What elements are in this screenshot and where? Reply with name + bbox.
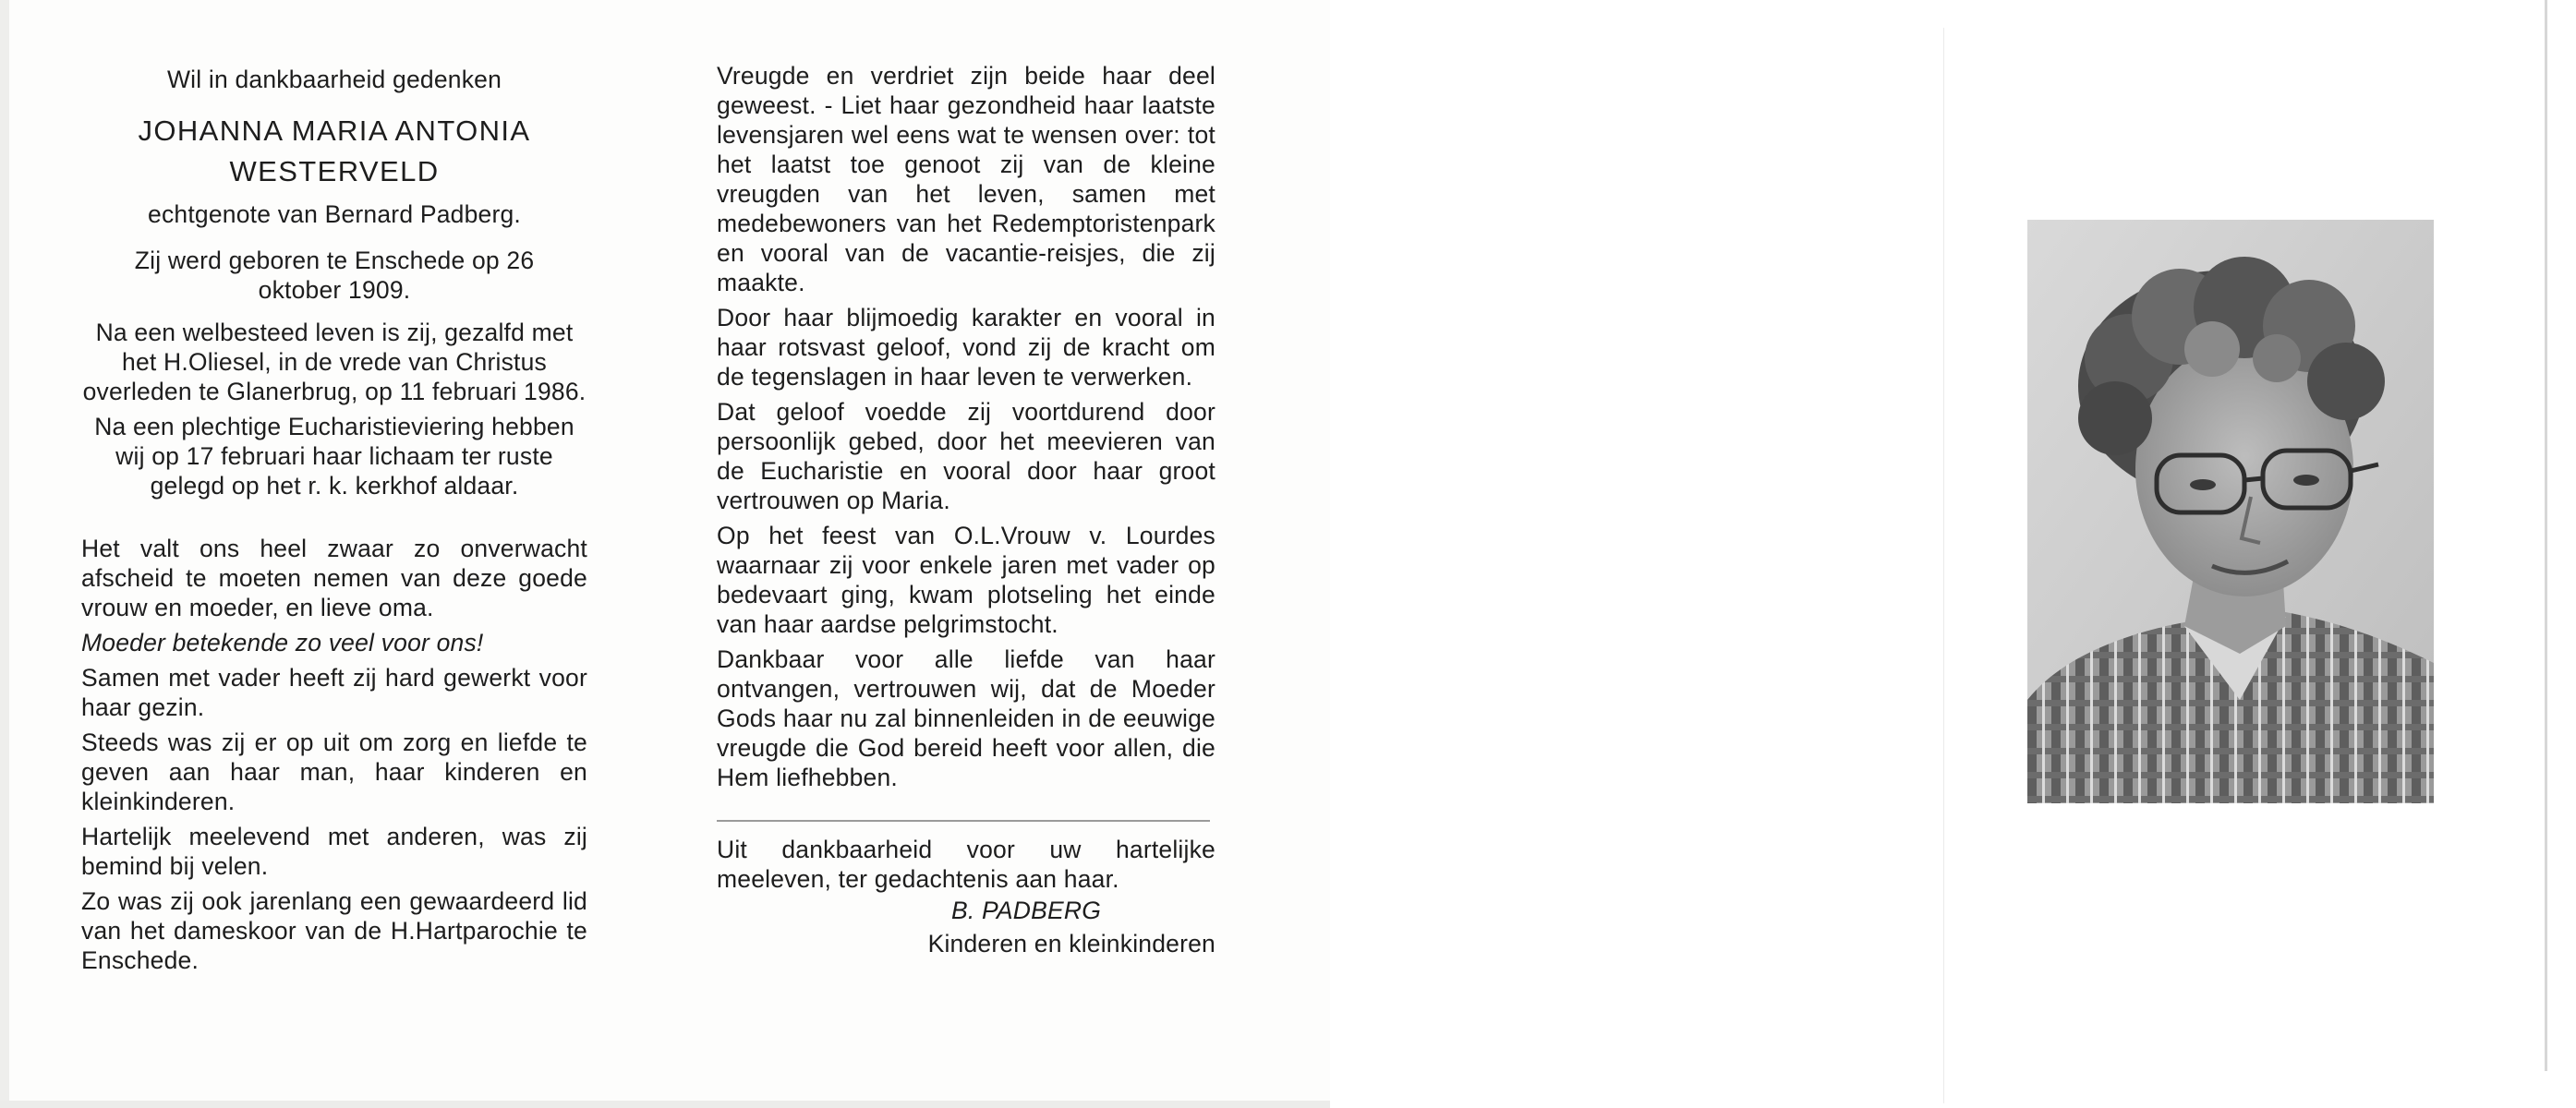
birth-paragraph: Zij werd geboren te Enschede op 26 oktober 1909. bbox=[134, 247, 535, 304]
burial-paragraph: Na een plechtige Eucharistieviering hebben wij op 17 februari haar lichaam ter ruste gelegd op het r. k. kerkhof aldaar. bbox=[94, 413, 574, 500]
family-line: Kinderen en kleinkinderen bbox=[927, 930, 1215, 957]
deceased-name-line2: WESTERVELD bbox=[229, 155, 440, 187]
deceased-name-line1: JOHANNA MARIA ANTONIA bbox=[138, 114, 531, 147]
family-work-paragraph: Samen met vader heeft zij hard gewerkt voor haar gezin. bbox=[81, 664, 587, 721]
thanks-paragraph: Uit dankbaarheid voor uw hartelijke meeleven, ter gedachtenis aan haar. bbox=[717, 836, 1215, 893]
joy-sorrow-paragraph: Vreugde en verdriet zijn beide haar deel geweest. - Liet haar gezondheid haar laatste levensjaren wel eens wat te wensen over: tot het laatst toe genoot zij van de kleine vreugden van het leven, samen met medebewoners van het Redemptoristenpark en vooral van de vacantie-reisjes, die zij maakte. bbox=[717, 62, 1215, 296]
farewell-italic-line: Moeder betekende zo veel voor ons! bbox=[81, 629, 484, 656]
paper-edge bbox=[0, 0, 9, 1103]
paper-edge-right bbox=[2545, 0, 2547, 1071]
character-paragraph: Door haar blijmoedig karakter en vooral in haar rotsvast geloof, vond zij de kracht om de tegenslagen in haar leven te verwerken. bbox=[717, 304, 1215, 391]
fold-line bbox=[1943, 28, 1944, 1103]
spouse-line: echtgenote van Bernard Padberg. bbox=[148, 200, 521, 228]
paper-edge-bottom bbox=[0, 1101, 1330, 1108]
farewell-paragraph: Het valt ons heel zwaar zo onverwacht afscheid te moeten nemen van deze goede vrouw en moeder, en lieve oma. bbox=[81, 535, 587, 621]
gratitude-paragraph: Dankbaar voor alle liefde van haar ontvangen, vertrouwen wij, dat de Moeder Gods haar nu zal binnenleiden in de eeuwige vreugde die God bereid heeft voor allen, die Hem liefhebben. bbox=[717, 645, 1215, 791]
lourdes-paragraph: Op het feest van O.L.Vrouw v. Lourdes waarnaar zij voor enkele jaren met vader op bedevaart ging, kwam plotseling het einde van haar aardse pelgrimstocht. bbox=[717, 522, 1215, 638]
divider-line bbox=[717, 820, 1210, 822]
care-paragraph: Steeds was zij er op uit om zorg en liefde te geven aan haar man, haar kinderen en kleinkinderen. bbox=[81, 729, 587, 815]
left-text-column bbox=[81, 61, 587, 975]
death-paragraph: Na een welbesteed leven is zij, gezalfd met het H.Oliesel, in de vrede van Christus overleden te Glanerbrug, op 11 februari 1986. bbox=[82, 319, 587, 405]
portrait-photo bbox=[2027, 220, 2434, 803]
middle-text-column bbox=[717, 61, 1215, 958]
empathy-paragraph: Hartelijk meelevend met anderen, was zij bemind bij velen. bbox=[81, 823, 587, 880]
faith-paragraph: Dat geloof voedde zij voortdurend door persoonlijk gebed, door het meevieren van de Eucharistie en vooral door haar groot vertrouwen op Maria. bbox=[717, 398, 1215, 514]
choir-paragraph: Zo was zij ook jarenlang een gewaardeerd lid van het dameskoor van de H.Hartparochie te Enschede. bbox=[81, 887, 587, 974]
portrait-image bbox=[2027, 220, 2434, 803]
intro-line: Wil in dankbaarheid gedenken bbox=[166, 66, 502, 93]
signature-line: B. PADBERG bbox=[950, 897, 1102, 924]
